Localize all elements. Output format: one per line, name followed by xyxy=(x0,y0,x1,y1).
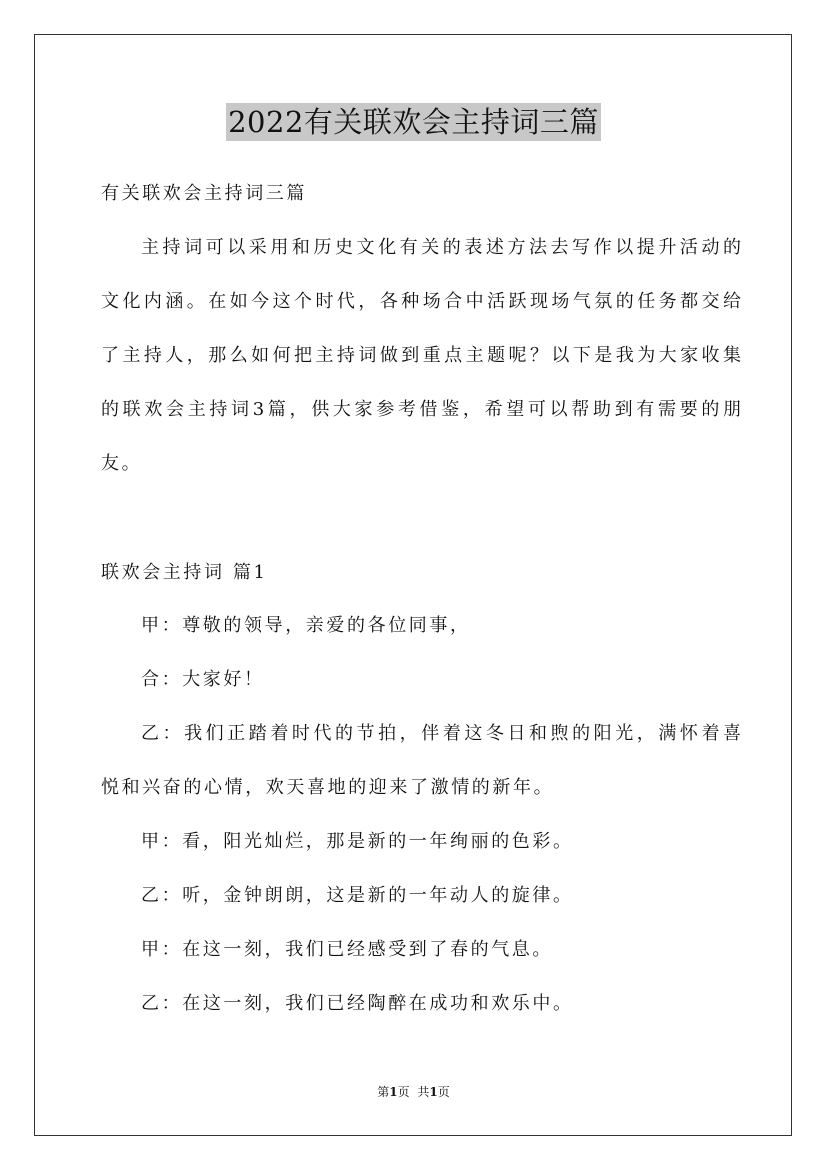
dialogue-line-1: 甲：尊敬的领导，亲爱的各位同事， xyxy=(141,615,471,636)
dialogue-line-7: 甲：在这一刻，我们已经感受到了春的气息。 xyxy=(141,939,553,960)
dialogue-line-3: 乙：我们正踏着时代的节拍，伴着这冬日和煦的阳光，满怀着喜 xyxy=(141,723,741,744)
dialogue-line-2: 合：大家好！ xyxy=(141,669,265,690)
section-heading: 联欢会主持词 篇1 xyxy=(101,562,268,583)
dialogue-line-5: 甲：看，阳光灿烂，那是新的一年绚丽的色彩。 xyxy=(141,831,574,852)
dialogue-line-8: 乙：在这一刻，我们已经陶醉在成功和欢乐中。 xyxy=(141,993,574,1014)
footer-total-prefix: 共 xyxy=(417,1085,430,1099)
page-footer xyxy=(0,1084,827,1100)
intro-line-5: 友。 xyxy=(101,453,143,474)
footer-total-number: 1 xyxy=(429,1085,438,1099)
footer-total-suffix: 页 xyxy=(437,1085,450,1099)
document-title: 2022有关联欢会主持词三篇 xyxy=(228,105,599,139)
dialogue-line-6: 乙：听，金钟朗朗，这是新的一年动人的旋律。 xyxy=(141,885,574,906)
intro-line-3: 了主持人，那么如何把主持词做到重点主题呢？以下是我为大家收集 xyxy=(101,345,741,366)
intro-line-1: 主持词可以采用和历史文化有关的表述方法去写作以提升活动的 xyxy=(141,237,741,258)
intro-line-4: 的联欢会主持词3篇，供大家参考借鉴，希望可以帮助到有需要的朋 xyxy=(101,399,741,420)
footer-page-suffix: 页 xyxy=(397,1085,410,1099)
intro-line-2: 文化内涵。在如今这个时代，各种场合中活跃现场气氛的任务都交给 xyxy=(101,291,741,312)
dialogue-line-4: 悦和兴奋的心情，欢天喜地的迎来了激情的新年。 xyxy=(101,777,555,798)
footer-page-number: 1 xyxy=(389,1085,398,1099)
footer-page-prefix: 第 xyxy=(377,1085,390,1099)
document-subtitle: 有关联欢会主持词三篇 xyxy=(101,183,307,204)
title-container xyxy=(0,103,827,141)
